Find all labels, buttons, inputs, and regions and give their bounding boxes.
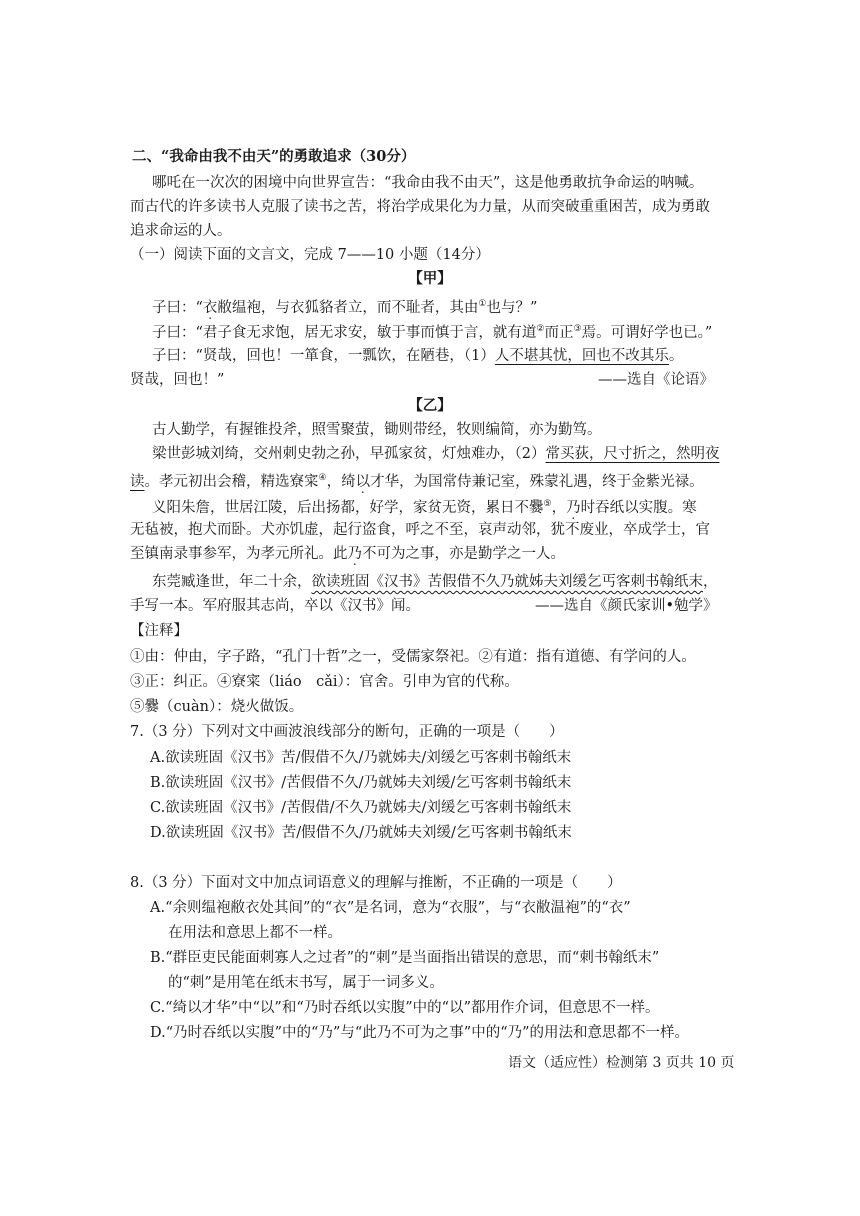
intro-line-1: 哪吒在一次次的困境中向世界宣告：“我命由我不由天”，这是他勇敢抗争命运的呐喊。: [152, 175, 704, 191]
note-ref: ②: [536, 324, 545, 334]
q7-option-c: C.欲读班固《汉书》/苦假借/不久乃就姊夫/刘缓乞丐客刺书翰纸末: [150, 800, 572, 816]
q8-stem: 8.（3 分）下面对文中加点词语意义的理解与推断，不正确的一项是（ ）: [130, 875, 622, 891]
yi-line-5: 无毡被，抱犬而卧。犬亦饥虚，起行盗食，呼之不至，哀声动邻，犹不废业，卒成学士，官: [130, 522, 710, 538]
q8-option-c: C.“绮以才华”中“以”和“乃时吞纸以实腹”中的“以”都用作介词，但意思不一样。: [150, 1000, 660, 1016]
dotted-word: 以: [355, 473, 371, 490]
page-footer: 语文（适应性）检测第 3 页共 10 页: [508, 1055, 735, 1071]
text: 敝缊袍，与衣狐貉者立，而不耻者，其由: [217, 299, 479, 316]
yi-line-7: [152, 571, 718, 593]
jia-line-3: [152, 345, 683, 367]
note-line-2: ③正：纠正。④寮寀（liáo cǎi）：官舍。引申为官的代称。: [130, 674, 519, 690]
dotted-word: 乃: [566, 499, 581, 516]
intro-line-3: 追求命运的人。: [130, 223, 232, 239]
jia-line-2: [152, 318, 712, 344]
note-ref: ⑤: [543, 499, 552, 509]
underlined-sentence-2-end: 读: [130, 473, 145, 490]
text: 时吞纸以实腹。寒: [580, 499, 697, 516]
text: 也与？”: [486, 299, 538, 316]
text: ，: [551, 499, 567, 516]
q8-option-b: B.“群臣吏民能面刺寡人之过者”的“刺”是当面指出错误的意思，而“刺书翰纸末”: [150, 950, 660, 966]
dotted-word: 乃: [347, 546, 362, 562]
yi-line-8: 手写一本。军府服其志尚，卒以《汉书》闻。: [130, 598, 420, 614]
text: 子曰：“贤哉，回也！一箪食，一瓢饮，在陋巷，（1）: [152, 348, 495, 364]
q8-option-a-cont: 在用法和意思上都不一样。: [168, 925, 342, 941]
yi-title: 【乙】: [408, 397, 452, 414]
q8-option-b-cont: 的“刺”是用笔在纸末书写，属于一词多义。: [168, 975, 444, 991]
note-line-3: ⑤爨（cuàn）：烧火做饭。: [130, 699, 304, 715]
q7-option-a: A.欲读班固《汉书》苦/假借不久/乃就姊夫/刘缓乞丐客刺书翰纸末: [150, 750, 572, 766]
q8-option-d: D.“乃时吞纸以实腹”中的“乃”与“此乃不可为之事”中的“乃”的用法和意思都不一样。: [150, 1025, 690, 1041]
yi-line-1: 古人勤学，有握锥投斧，照雪聚萤，锄则带经，牧则编简，亦为勤笃。: [152, 422, 602, 438]
yi-source: ——选自《颜氏家训•勉学》: [535, 598, 718, 614]
yi-line-2: [152, 443, 719, 465]
q8-option-a: A.“余则缊袍敝衣处其间”的“衣”是名词，意为“衣服”，与“衣敝温袍”的“衣”: [150, 900, 631, 916]
wavy-underlined-passage: 欲读班固《汉书》苦假借不久乃就姊夫刘缓乞丐客刺书翰纸末: [311, 574, 703, 590]
section-title: 二、“我命由我不由天”的勇敢追求（30分）: [132, 148, 416, 165]
yi-line-6: [130, 543, 565, 565]
note-line-1: ①由：仲由，字子路，“孔门十哲”之一，受儒家祭祀。②有道：指有道德、有学问的人。: [130, 649, 696, 665]
jia-line-1: [152, 293, 537, 319]
text: 而正: [544, 324, 574, 341]
note-ref: ③: [573, 324, 582, 334]
q7-stem: 7.（3 分）下列对文中画波浪线部分的断句，正确的一项是（ ）: [130, 724, 564, 740]
notes-title: 【注释】: [130, 623, 188, 639]
text: ，: [703, 574, 718, 590]
yi-line-3: [130, 467, 704, 493]
text: 焉。可谓好学也已。”: [581, 324, 713, 341]
text: 至镇南录事参军，为孝元所礼。此: [130, 546, 348, 562]
text: ，绮: [326, 473, 356, 490]
q7-option-b: B.欲读班固《汉书》/苦假借不久/乃就姊夫刘缓/乞丐客刺书翰纸末: [150, 775, 572, 791]
jia-source: ——选自《论语》: [598, 372, 714, 388]
intro-line-2: 而古代的许多读书人克服了读书之苦，将治学成果化为力量，从而突破重重困苦，成为勇敢: [130, 199, 710, 215]
text: 子曰：“君子食无求饱，居无求安，敏于事而慎于言，就有道: [152, 324, 537, 341]
text: 梁世彭城刘绮，交州刺史勃之孙，早孤家贫，灯烛难办，（2）: [152, 446, 546, 462]
text: 子曰：“: [152, 299, 203, 316]
note-ref: ①: [478, 299, 487, 309]
jia-line-4: 贤哉，回也！”: [130, 372, 225, 388]
note-ref: ④: [318, 473, 327, 483]
text: 东莞臧逢世，年二十余，: [152, 574, 312, 590]
text: 。孝元初出会稽，精选寮寀: [144, 473, 319, 490]
text: 不可为之事，亦是勤学之一人。: [362, 546, 565, 562]
underlined-sentence-1: 人不堪其忧，回也不改其乐: [494, 348, 669, 364]
text: 。: [668, 348, 684, 364]
text: 才华，为国常侍兼记室，殊蒙礼遇，终于金紫光禄。: [370, 473, 704, 490]
yi-line-4: [152, 493, 697, 519]
underlined-sentence-2: 常买荻，尺寸折之，然明夜: [545, 446, 720, 462]
text: 义阳朱詹，世居江陵，后出扬都，好学，家贫无资，累日不爨: [152, 499, 544, 516]
part1-heading: （一）阅读下面的文言文，完成 7——10 小题（14分）: [130, 247, 490, 263]
jia-title: 【甲】: [408, 270, 452, 287]
q7-option-d: D.欲读班固《汉书》苦/假借不久/乃就姊夫刘缓/乞丐客刺书翰纸末: [150, 825, 572, 841]
dotted-word: 衣: [202, 299, 218, 316]
